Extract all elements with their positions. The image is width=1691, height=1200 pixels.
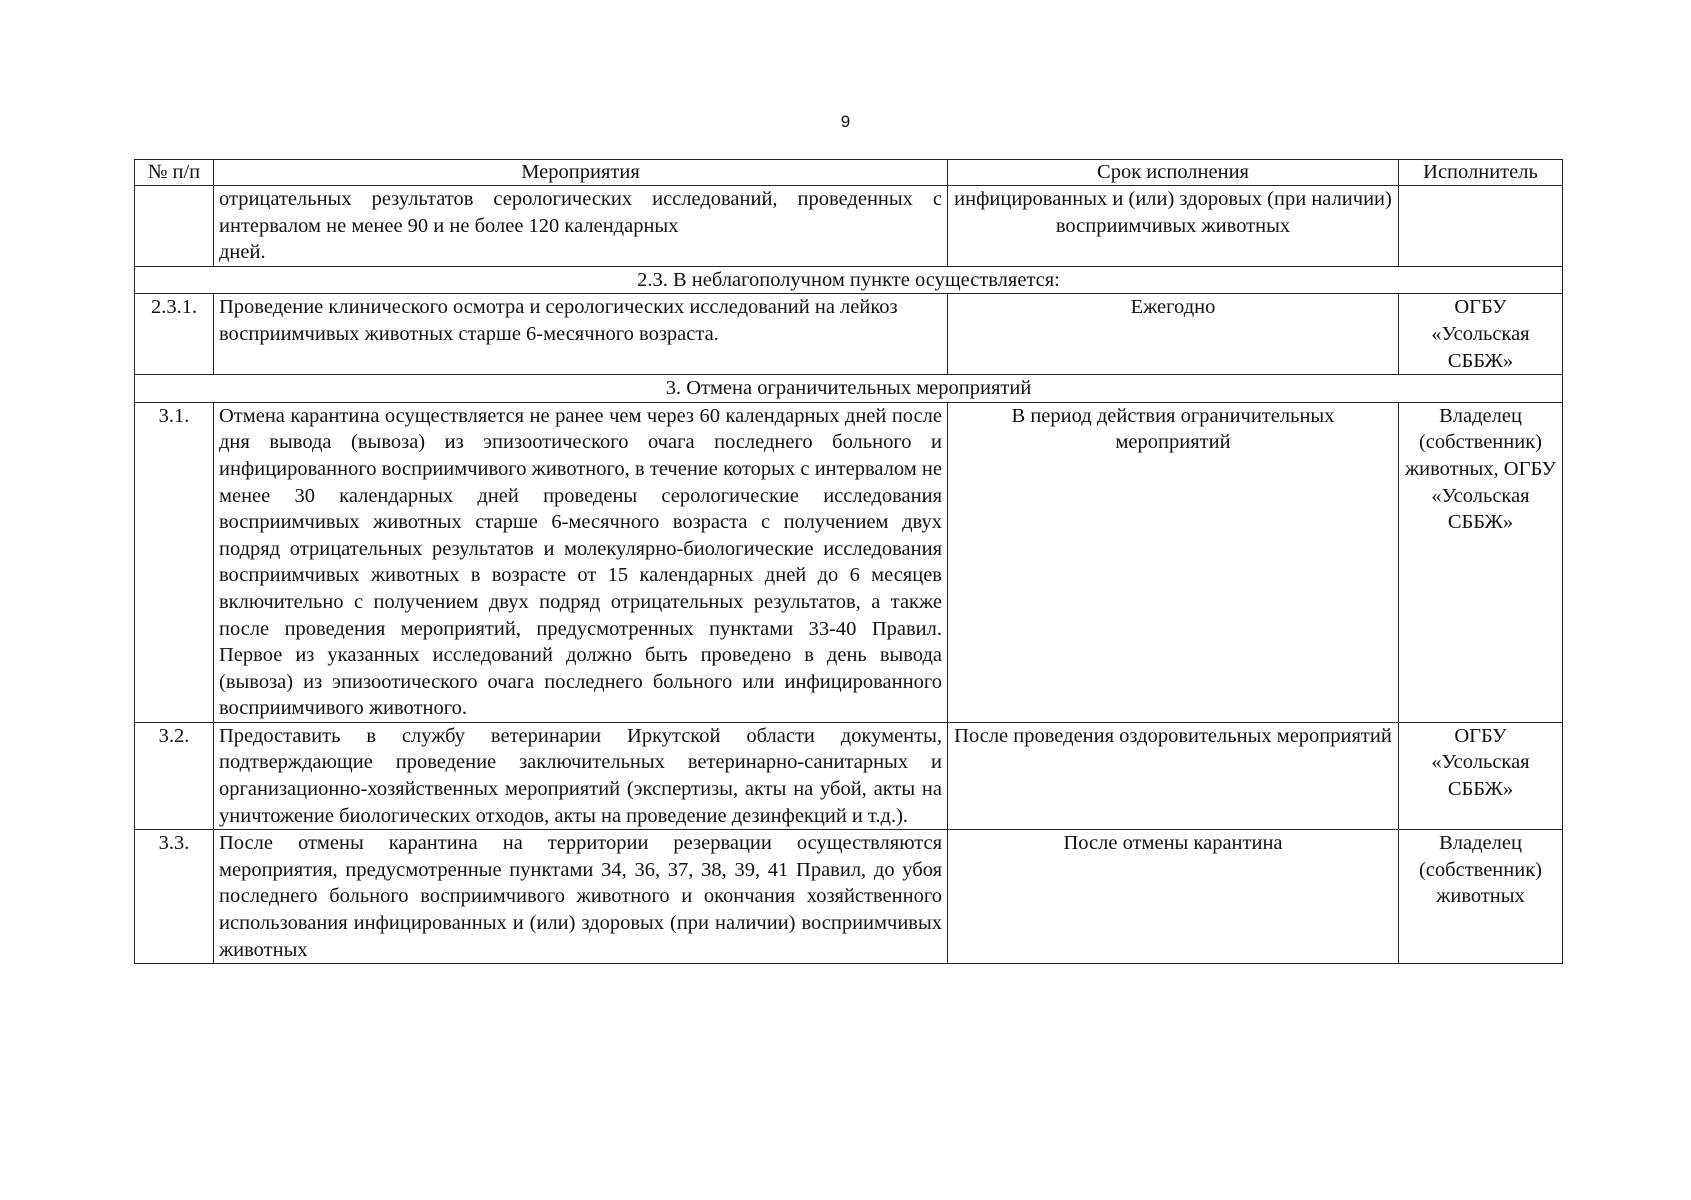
cell-num: 3.3.: [135, 830, 214, 964]
table-row: [135, 402, 1563, 722]
page-number: 9: [840, 112, 851, 131]
cell-num: 2.3.1.: [135, 294, 214, 375]
table-row-continuation: [135, 186, 1563, 267]
cell-measure: Проведение клинического осмотра и серологических исследований на лейкоз восприимчивых животных старше 6-месячного возраста.: [214, 294, 948, 375]
cell-measure: Отмена карантина осуществляется не ранее чем через 60 календарных дней после дня вывода (вывоза) из эпизоотического очага последнего больного и инфицированного восприимчивого животного, в течение которых с интервалом не менее 30 календарных дней проведены серологические исследования восприимчивых животных старше 6-месячного возраста с получением двух подряд отрицательных результатов и молекулярно-биологические исследования восприимчивых животных в возрасте от 15 календарных дней до 6 месяцев включительно с получением двух подряд отрицательных результатов, а также после проведения мероприятий, предусмотренных пунктами 33-40 Правил. Первое из указанных исследований должно быть проведено в день вывода (вывоза) из эпизоотического очага последнего больного или инфицированного восприимчивого животного.: [214, 402, 948, 722]
header-term: Срок исполнения: [948, 160, 1399, 186]
cell-measure: Предоставить в службу ветеринарии Иркутской области документы, подтверждающие проведение заключительных ветеринарно-санитарных и организационно-хозяйственных мероприятий (экспертизы, акты на убой, акты на уничтожение биологических отходов, акты на проведение дезинфекций и т.д.).: [214, 722, 948, 829]
header-measure: Мероприятия: [214, 160, 948, 186]
cell-num: 3.1.: [135, 402, 214, 722]
cell-term: После проведения оздоровительных мероприятий: [948, 722, 1399, 829]
subsection-row: [135, 266, 1563, 294]
table-row: [135, 294, 1563, 375]
measure-text: отрицательных результатов серологических исследований, проведенных с интервалом не менее 90 и не более 120 календарных: [219, 188, 942, 237]
subsection-title: 2.3. В неблагополучном пункте осуществляется:: [135, 266, 1563, 294]
cell-executor: Владелец (собственник) животных: [1399, 830, 1563, 964]
cell-executor: ОГБУ «Усольская СББЖ»: [1399, 294, 1563, 375]
cell-executor: ОГБУ «Усольская СББЖ»: [1399, 722, 1563, 829]
cell-executor: [1399, 186, 1563, 267]
cell-num: [135, 186, 214, 267]
measure-text-tail: дней.: [219, 241, 266, 264]
cell-measure: [214, 186, 948, 267]
cell-measure: После отмены карантина на территории резервации осуществляются мероприятия, предусмотренные пунктами 34, 36, 37, 38, 39, 41 Правил, до убоя последнего больного восприимчивого животного и окончания хозяйственного использования инфицированных и (или) здоровых (при наличии) восприимчивых животных: [214, 830, 948, 964]
cell-executor: Владелец (собственник) животных, ОГБУ «Усольская СББЖ»: [1399, 402, 1563, 722]
cell-term: В период действия ограничительных мероприятий: [948, 402, 1399, 722]
cell-term: Ежегодно: [948, 294, 1399, 375]
section-title: 3. Отмена ограничительных мероприятий: [135, 375, 1563, 403]
cell-term: инфицированных и (или) здоровых (при наличии) восприимчивых животных: [948, 186, 1399, 267]
cell-term: После отмены карантина: [948, 830, 1399, 964]
section-row: [135, 375, 1563, 403]
measures-table: [134, 159, 1563, 964]
cell-num: 3.2.: [135, 722, 214, 829]
table-row: [135, 830, 1563, 964]
table-row: [135, 722, 1563, 829]
header-num: № п/п: [135, 160, 214, 186]
table-header-row: [135, 160, 1563, 186]
header-executor: Исполнитель: [1399, 160, 1563, 186]
